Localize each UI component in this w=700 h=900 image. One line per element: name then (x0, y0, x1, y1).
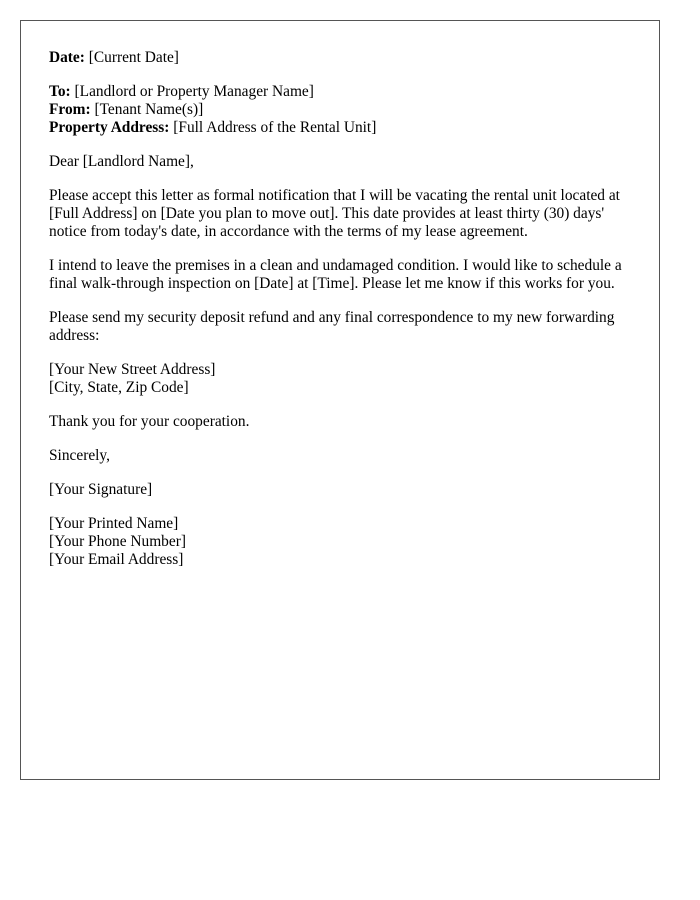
date-line (49, 49, 631, 67)
contact-block (49, 515, 631, 569)
to-label: To: (49, 83, 71, 100)
property-address-label: Property Address: (49, 119, 170, 136)
email-address: [Your Email Address] (49, 551, 184, 568)
property-address-line (49, 119, 631, 137)
address-block (49, 83, 631, 137)
paragraph-inspection: I intend to leave the premises in a clean and undamaged condition. I would like to schedule a final walk-through inspection on [Date] at [Time]. Please let me know if this works for you. (49, 257, 622, 292)
forwarding-address (49, 361, 631, 397)
paragraph-move-out-notice: Please accept this letter as formal notification that I will be vacating the rental unit located at [Full Address] on [Date you plan to move out]. This date provides at least thirty (30) days' notice from today's date, in accordance with the terms of my lease agreement. (49, 187, 620, 240)
printed-name: [Your Printed Name] (49, 515, 179, 532)
from-value: [Tenant Name(s)] (94, 101, 204, 118)
date-value: [Current Date] (88, 49, 179, 66)
to-value: [Landlord or Property Manager Name] (74, 83, 314, 100)
forwarding-city: [City, State, Zip Code] (49, 379, 189, 396)
from-label: From: (49, 101, 91, 118)
date-block (49, 49, 631, 67)
paragraph-deposit: Please send my security deposit refund and any final correspondence to my new forwarding address: (49, 309, 615, 344)
to-line (49, 83, 631, 101)
from-line (49, 101, 631, 119)
forwarding-street: [Your New Street Address] (49, 361, 216, 378)
signature-placeholder: [Your Signature] (49, 481, 153, 498)
salutation: Dear [Landlord Name], (49, 153, 194, 170)
letter-page (20, 20, 660, 780)
date-label: Date: (49, 49, 85, 66)
property-address-value: [Full Address of the Rental Unit] (173, 119, 377, 136)
phone-number: [Your Phone Number] (49, 533, 186, 550)
thanks-line: Thank you for your cooperation. (49, 413, 250, 430)
closing: Sincerely, (49, 447, 110, 464)
